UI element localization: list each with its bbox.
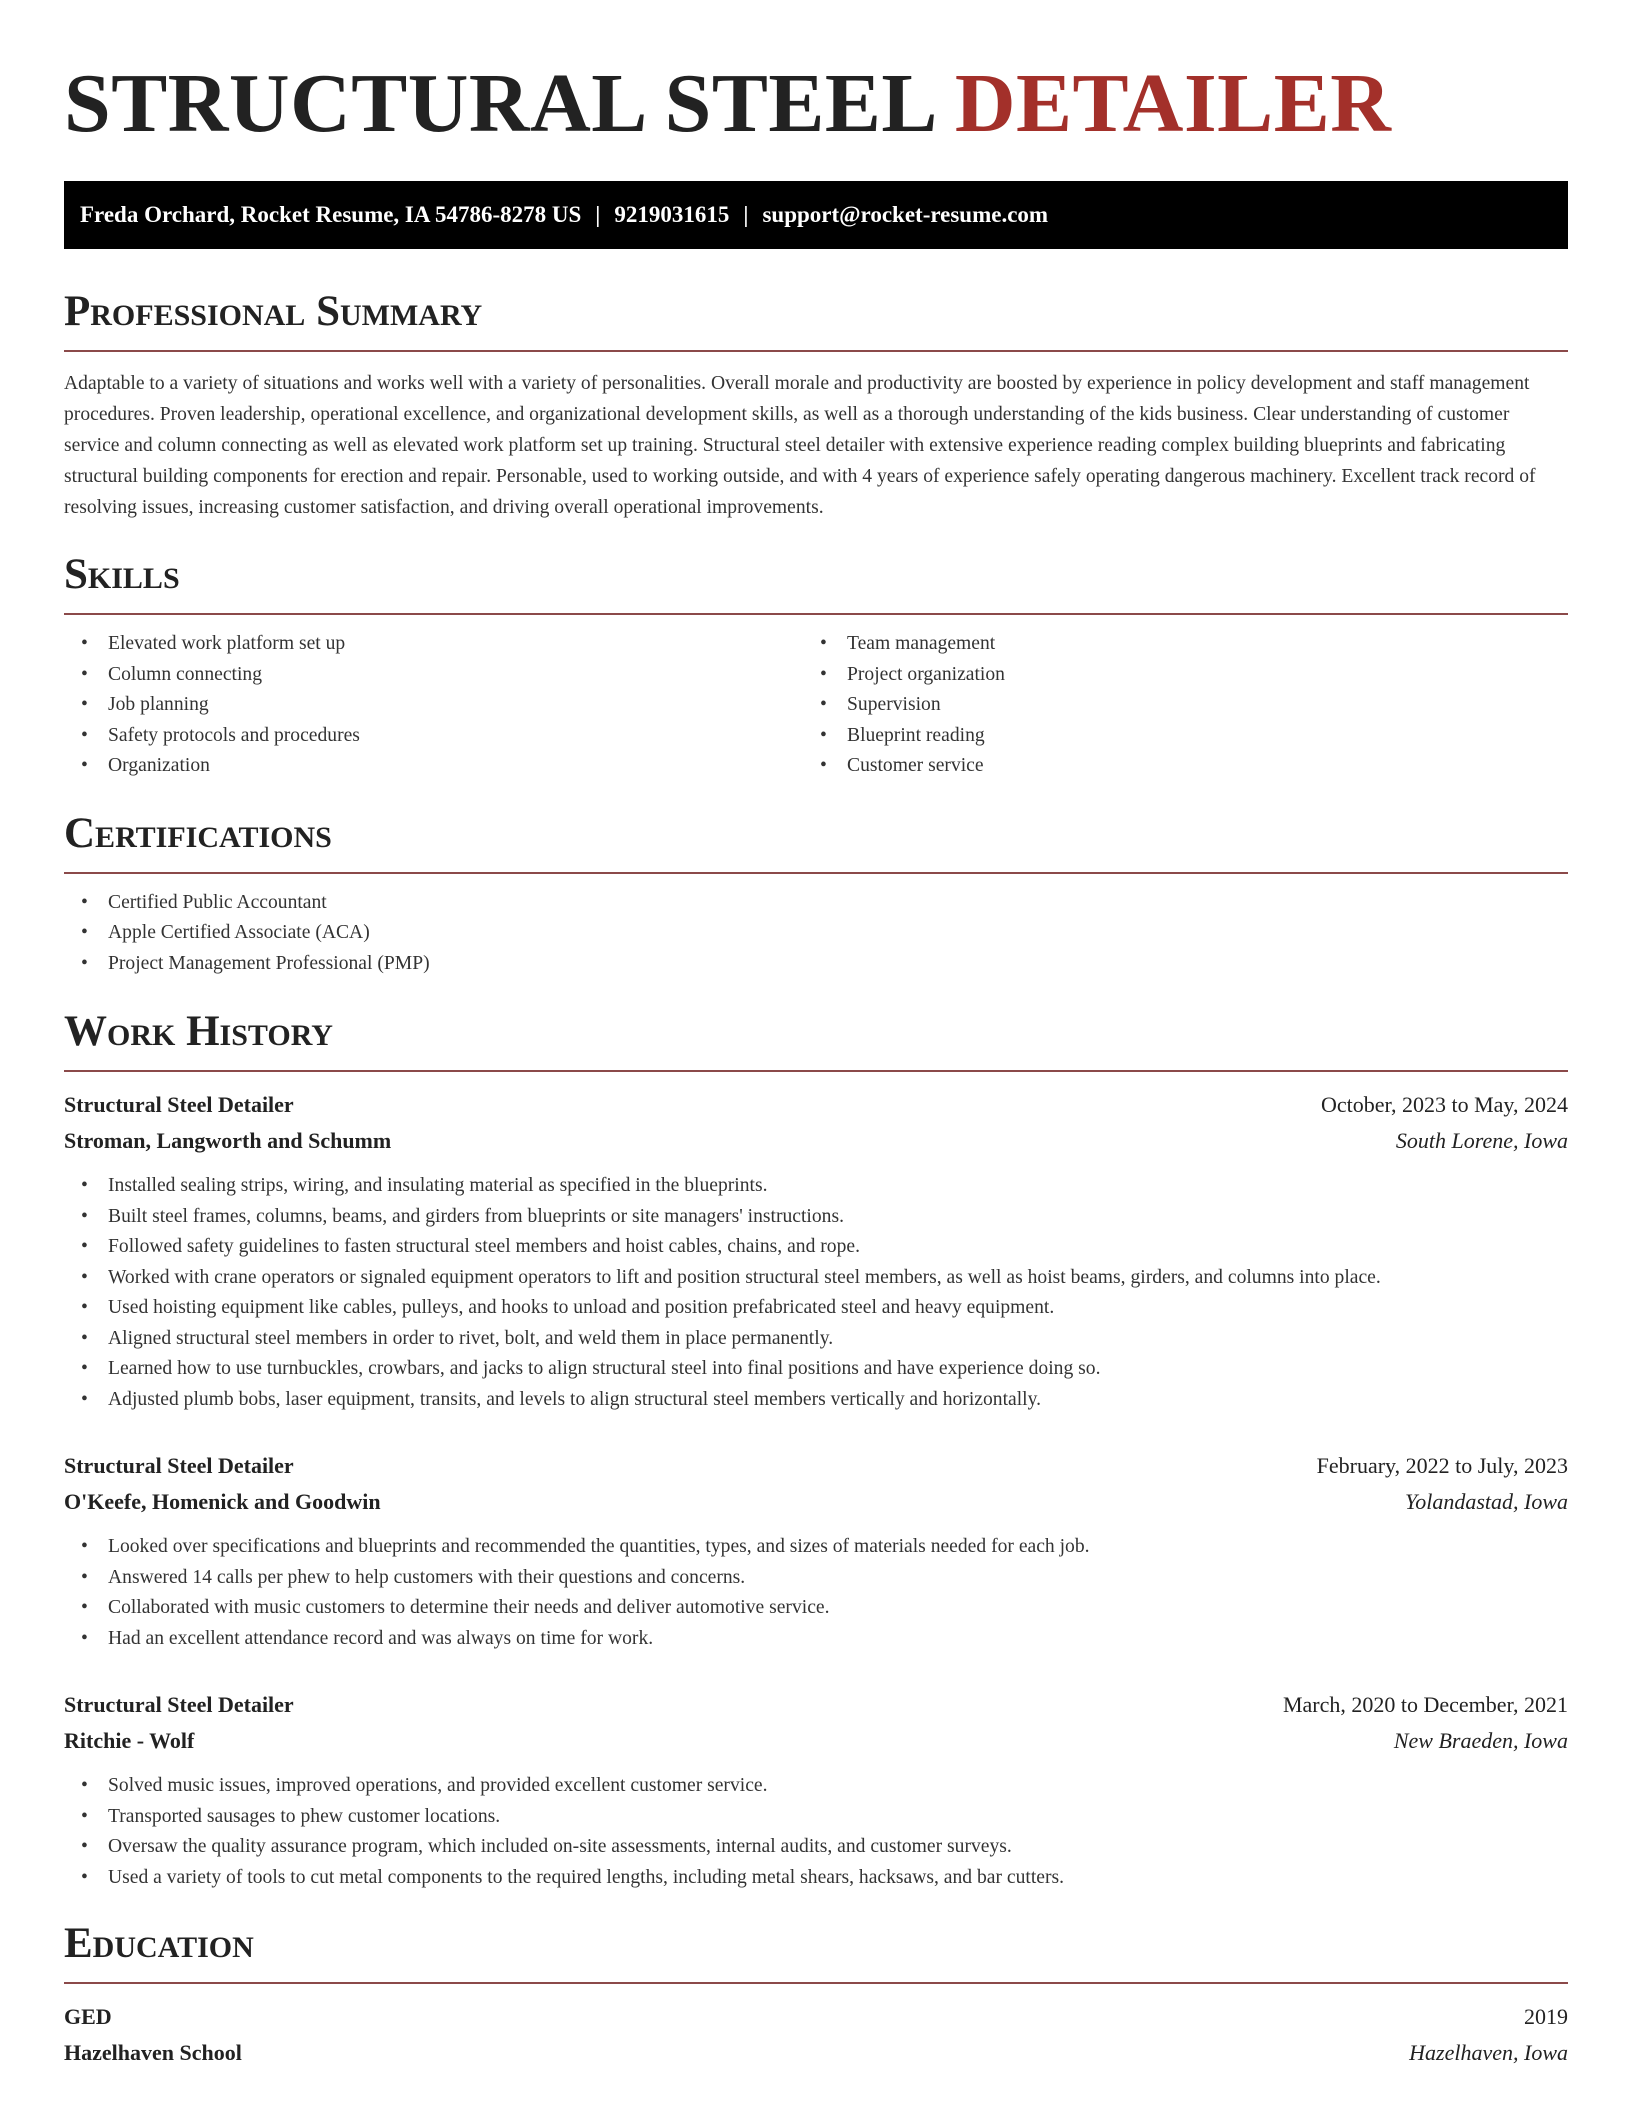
job-company: Ritchie - Wolf <box>64 1728 195 1753</box>
education-entry <box>64 1984 1568 2071</box>
skill-item: • Job planning <box>64 690 803 721</box>
title-main: STRUCTURAL STEEL <box>64 57 934 150</box>
job-subheader <box>64 1123 1568 1159</box>
certifications-section <box>64 809 1568 980</box>
job-bullet: • Followed safety guidelines to fasten structural steel members and hoist cables, chains, and rope. <box>64 1232 1568 1263</box>
contact-phone: 9219031615 <box>614 202 730 227</box>
job-bullet: • Transported sausages to phew customer locations. <box>64 1802 1568 1833</box>
job-bullets <box>64 1159 1568 1415</box>
job-bullet: • Oversaw the quality assurance program, which included on-site assessments, internal audits, and customer surveys. <box>64 1832 1568 1863</box>
certification-item: • Project Management Professional (PMP) <box>64 949 1568 980</box>
contact-separator: | <box>595 202 601 227</box>
job-role: Structural Steel Detailer <box>64 1692 294 1717</box>
job-company: Stroman, Langworth and Schumm <box>64 1128 392 1153</box>
skill-item: • Safety protocols and procedures <box>64 721 803 752</box>
certification-item: • Certified Public Accountant <box>64 888 1568 919</box>
job-subheader <box>64 1484 1568 1520</box>
skill-item: • Project organization <box>803 660 1542 691</box>
job-bullet: • Learned how to use turnbuckles, crowbars, and jacks to align structural steel into final positions and have experience doing so. <box>64 1354 1568 1385</box>
certifications-heading: Certifications <box>64 809 332 857</box>
job-bullets <box>64 1520 1568 1654</box>
job-entry <box>64 1654 1568 1893</box>
summary-text: Adaptable to a variety of situations and works well with a variety of personalities. Overall morale and productivity are boosted by experience in policy development and staff management procedures. Proven leadership, operational excellence, and organizational development skills, as well as a thorough understanding of the kids business. Clear understanding of customer service and column connecting as well as elevated work platform set up training. Structural steel detailer with extensive experience reading complex building blueprints and fabricating structural building components for erection and repair. Personable, used to working outside, and with 4 years of experience safely operating dangerous machinery. Excellent track record of resolving issues, increasing customer satisfaction, and driving overall operational improvements. <box>64 373 1536 518</box>
work-history-heading: Work History <box>64 1008 333 1055</box>
job-location: South Lorene, Iowa <box>1395 1128 1568 1153</box>
job-location: New Braeden, Iowa <box>1393 1728 1568 1753</box>
contact-address: Freda Orchard, Rocket Resume, IA 54786-8278 US <box>80 202 582 227</box>
job-bullet: • Worked with crane operators or signaled equipment operators to lift and position structural steel members, as well as hoist beams, girders, and columns into place. <box>64 1263 1568 1294</box>
certifications-list <box>64 874 1568 980</box>
job-bullet: • Adjusted plumb bobs, laser equipment, transits, and levels to align structural steel members vertically and horizontally. <box>64 1385 1568 1416</box>
job-role: Structural Steel Detailer <box>64 1092 294 1117</box>
skills-list-right <box>803 629 1542 782</box>
job-header <box>64 1087 1568 1123</box>
contact-separator: | <box>743 202 749 227</box>
skills-list-left <box>64 629 803 782</box>
job-bullet: • Aligned structural steel members in order to rivet, bolt, and weld them in place permanently. <box>64 1324 1568 1355</box>
skill-item: • Supervision <box>803 690 1542 721</box>
skills-columns <box>64 615 1568 782</box>
job-entry <box>64 1415 1568 1654</box>
job-dates: October, 2023 to May, 2024 <box>1321 1092 1568 1117</box>
skills-heading: Skills <box>64 551 180 598</box>
job-header <box>64 1687 1568 1723</box>
title-accent: DETAILER <box>954 57 1392 150</box>
job-role: Structural Steel Detailer <box>64 1453 294 1478</box>
job-entry <box>64 1072 1568 1415</box>
job-bullet: • Built steel frames, columns, beams, and girders from blueprints or site managers' instructions. <box>64 1202 1568 1233</box>
skills-section <box>64 550 1568 782</box>
skill-item: • Customer service <box>803 751 1542 782</box>
job-bullet: • Collaborated with music customers to determine their needs and deliver automotive service. <box>64 1593 1568 1624</box>
job-bullet: • Installed sealing strips, wiring, and insulating material as specified in the blueprints. <box>64 1171 1568 1202</box>
education-section <box>64 1919 1568 2071</box>
job-subheader <box>64 1723 1568 1759</box>
education-school: Hazelhaven School <box>64 2040 242 2065</box>
skill-item: • Column connecting <box>64 660 803 691</box>
summary-section <box>64 287 1568 523</box>
skill-item: • Elevated work platform set up <box>64 629 803 660</box>
job-location: Yolandastad, Iowa <box>1404 1489 1568 1514</box>
work-history-section <box>64 1007 1568 1893</box>
job-dates: March, 2020 to December, 2021 <box>1282 1692 1568 1717</box>
contact-email[interactable]: support@rocket-resume.com <box>762 202 1049 227</box>
education-subheader <box>64 2035 1568 2071</box>
job-bullet: • Had an excellent attendance record and was always on time for work. <box>64 1624 1568 1655</box>
contact-bar <box>64 181 1568 249</box>
education-year: 2019 <box>1524 2004 1568 2029</box>
job-dates: February, 2022 to July, 2023 <box>1316 1453 1568 1478</box>
skill-item: • Organization <box>64 751 803 782</box>
resume-title <box>64 0 1568 150</box>
summary-heading: Professional Summary <box>64 288 483 335</box>
education-heading: Education <box>64 1920 254 1967</box>
job-bullet: • Used a variety of tools to cut metal components to the required lengths, including metal shears, hacksaws, and bar cutters. <box>64 1863 1568 1894</box>
job-header <box>64 1448 1568 1484</box>
job-bullet: • Used hoisting equipment like cables, pulleys, and hooks to unload and position prefabricated steel and heavy equipment. <box>64 1293 1568 1324</box>
education-degree: GED <box>64 2004 112 2029</box>
job-bullet: • Looked over specifications and blueprints and recommended the quantities, types, and sizes of materials needed for each job. <box>64 1532 1568 1563</box>
education-header <box>64 1999 1568 2035</box>
job-company: O'Keefe, Homenick and Goodwin <box>64 1489 381 1514</box>
skill-item: • Team management <box>803 629 1542 660</box>
job-bullets <box>64 1759 1568 1893</box>
skill-item: • Blueprint reading <box>803 721 1542 752</box>
certification-item: • Apple Certified Associate (ACA) <box>64 918 1568 949</box>
job-bullet: • Answered 14 calls per phew to help customers with their questions and concerns. <box>64 1563 1568 1594</box>
education-location: Hazelhaven, Iowa <box>1409 2040 1568 2065</box>
job-bullet: • Solved music issues, improved operations, and provided excellent customer service. <box>64 1771 1568 1802</box>
